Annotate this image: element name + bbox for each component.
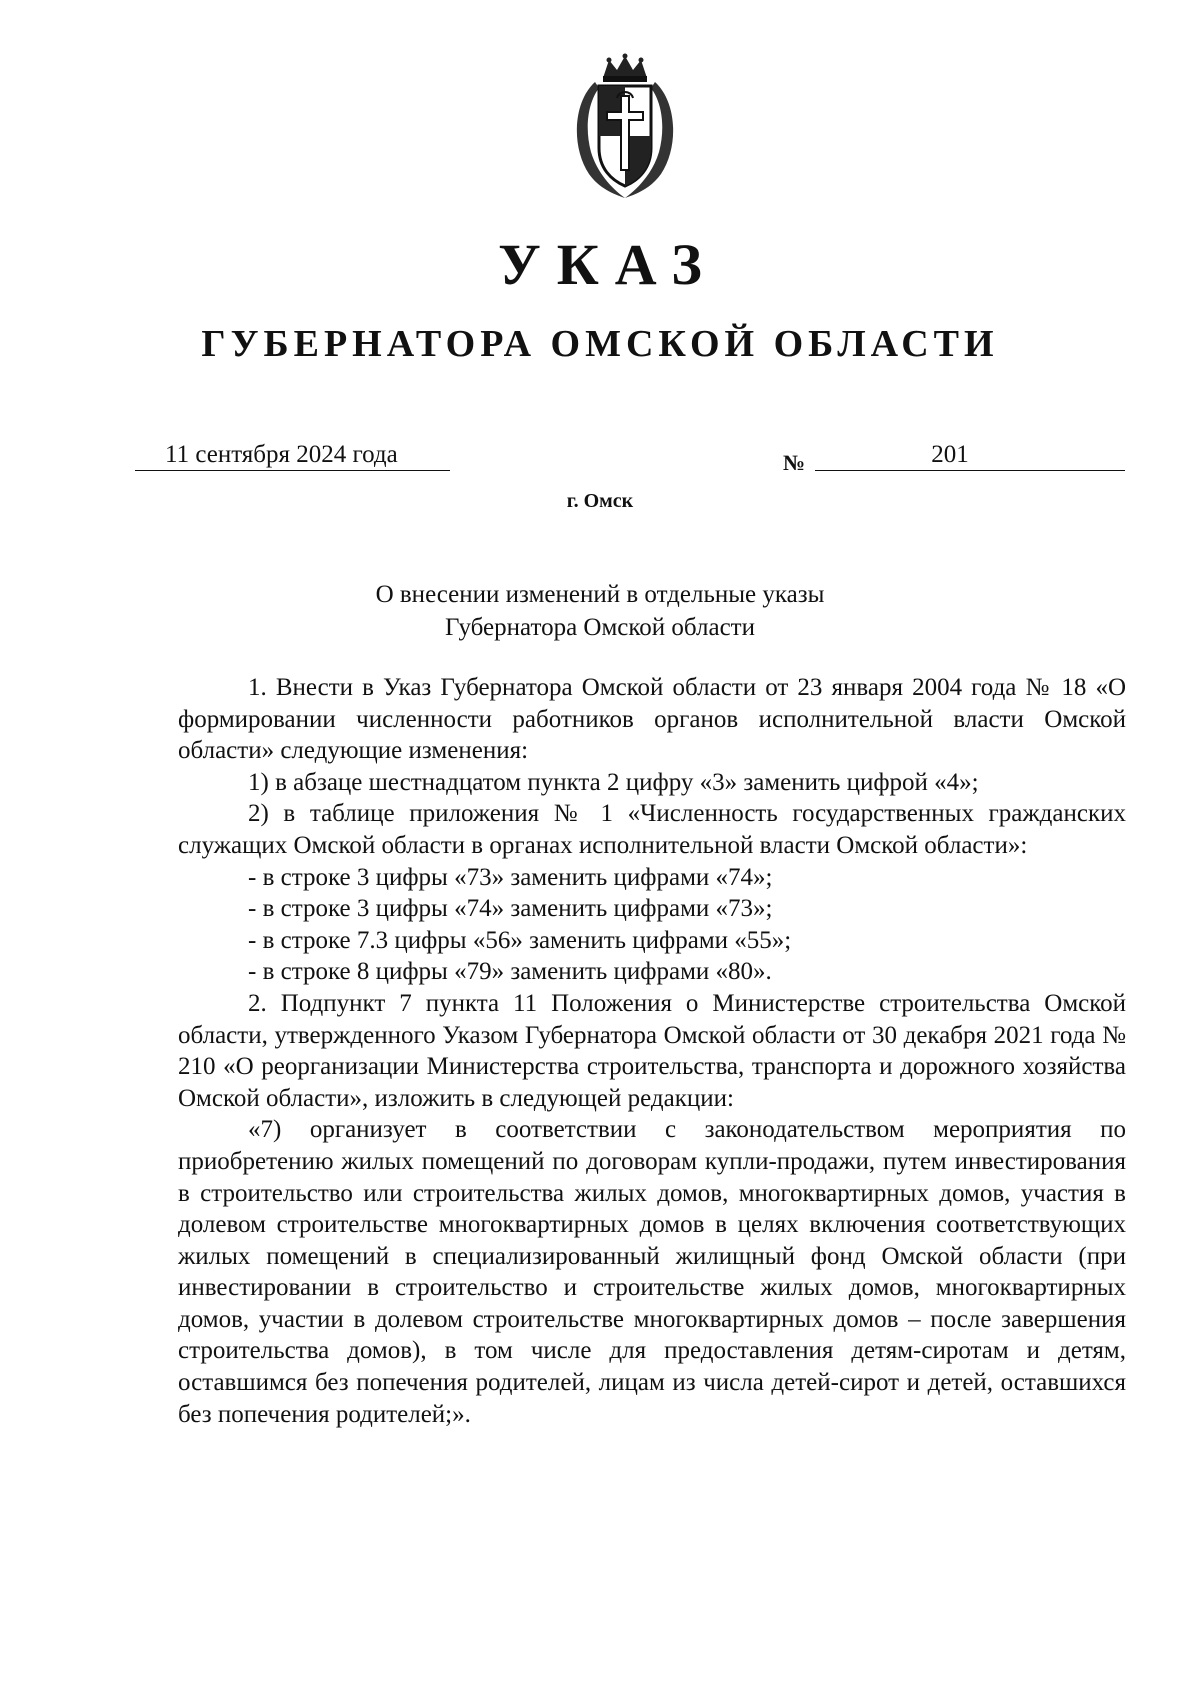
heading-line: Губернатора Омской области [445,614,755,641]
paragraph: - в строке 8 цифры «79» заменить цифрами «80». [248,958,772,986]
paragraph: 2. Подпункт 7 пункта 11 Положения о Министерстве строительства Омской области, утвержденного Указом Губернатора Омской области от 30 декабря 2021 года № 210 «О реорганизации Министерства строительства, транспорта и дорожного хозяйства Омской области», изложить в следующей редакции: [178,989,1126,1112]
paragraph: 2) в таблице приложения № 1 «Численность государственных гражданских служащих Омской области в органах исполнительной власти Омской области»: [178,800,1126,859]
paragraph: 1) в абзаце шестнадцатом пункта 2 цифру «3» заменить цифрой «4»; [248,768,979,796]
document-title: УКАЗ [498,232,718,297]
paragraph: «7) организует в соответствии с законодательством мероприятия по приобретению жилых помещений по договорам купли-продажи, путем инвестирования в строительство или строительства жилых домов, многоквартирных домов, участия в долевом строительстве многоквартирных домов в целях включения соответствующих жилых помещений в специализированный жилищный фонд Омской области (при инвестировании в строительство и строительстве жилых домов, многоквартирных домов, участии в долевом строительстве многоквартирных домов – после завершения строительства домов), в том числе для предоставления детям-сиротам и детям, оставшимся без попечения родителей, лицам из числа детей-сирот и детей, оставшихся без попечения родителей;». [178,1116,1126,1428]
document-city: г. Омск [566,490,634,512]
document-number-label: № [783,450,806,475]
paragraph: - в строке 3 цифры «73» заменить цифрами «74»; [248,863,773,891]
document-date: 11 сентября 2024 года [135,440,450,471]
paragraph: 1. Внести в Указ Губернатора Омской области от 23 января 2004 года № 18 «О формировании численности работников органов исполнительной власти Омской области» следующие изменения: [178,674,1126,765]
paragraph: - в строке 7.3 цифры «56» заменить цифрами «55»; [248,926,792,954]
coat-of-arms-emblem-icon [565,52,685,202]
document-heading [0,578,1200,644]
document-body [178,672,1126,1430]
heading-line: О внесении изменений в отдельные указы [375,581,825,608]
document-subtitle: ГУБЕРНАТОРА ОМСКОЙ ОБЛАСТИ [201,323,999,365]
paragraph: - в строке 3 цифры «74» заменить цифрами «73»; [248,895,773,923]
document-number: 201 [815,440,1125,471]
